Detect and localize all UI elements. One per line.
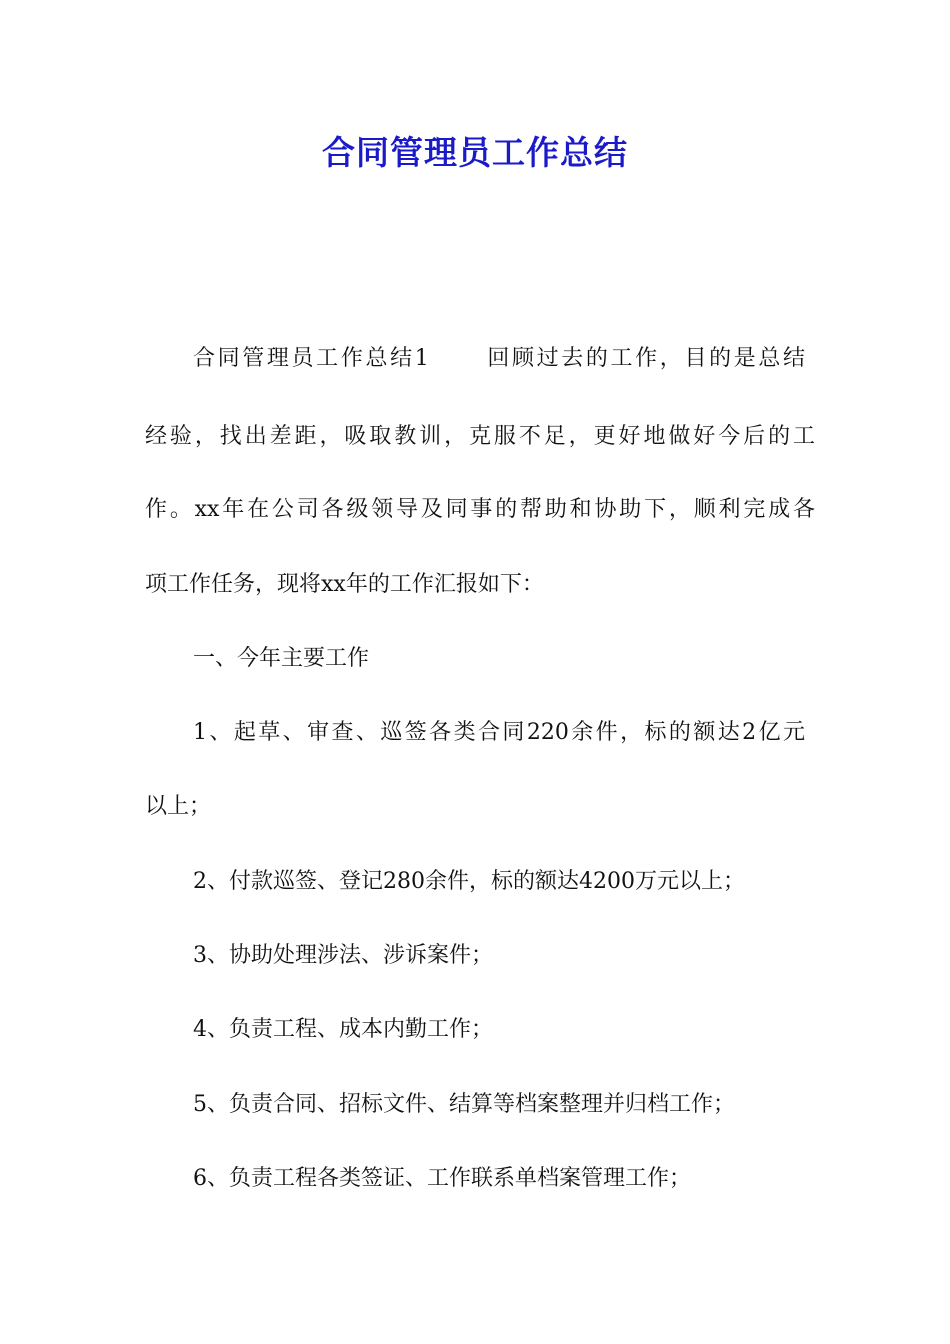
intro-line-2: 经验，找出差距，吸取教训，克服不足，更好地做好今后的工	[145, 424, 815, 449]
list-item-1-line-2: 以上；	[145, 794, 212, 819]
list-item-1-line-1: 1、起草、审查、巡签各类合同220余件，标的额达2亿元	[193, 720, 805, 745]
list-item-6: 6、负责工程各类签证、工作联系单档案管理工作；	[193, 1166, 691, 1191]
section-1-heading: 一、今年主要工作	[193, 646, 370, 671]
list-item-4: 4、负责工程、成本内勤工作；	[193, 1017, 493, 1042]
intro-line-1-rest: 回顾过去的工作，目的是总结	[484, 346, 805, 371]
intro-heading: 合同管理员工作总结1	[193, 346, 429, 371]
list-item-3: 3、协助处理涉法、涉诉案件；	[193, 943, 493, 968]
list-item-5: 5、负责合同、招标文件、结算等档案整理并归档工作；	[193, 1092, 735, 1117]
list-item-2: 2、付款巡签、登记280余件，标的额达4200万元以上；	[193, 869, 745, 894]
intro-line-1	[193, 343, 805, 375]
intro-line-3: 作。xx年在公司各级领导及同事的帮助和协助下，顺利完成各	[145, 497, 815, 522]
intro-line-4: 项工作任务，现将xx年的工作汇报如下：	[145, 572, 544, 597]
document-title: 合同管理员工作总结	[322, 133, 628, 172]
